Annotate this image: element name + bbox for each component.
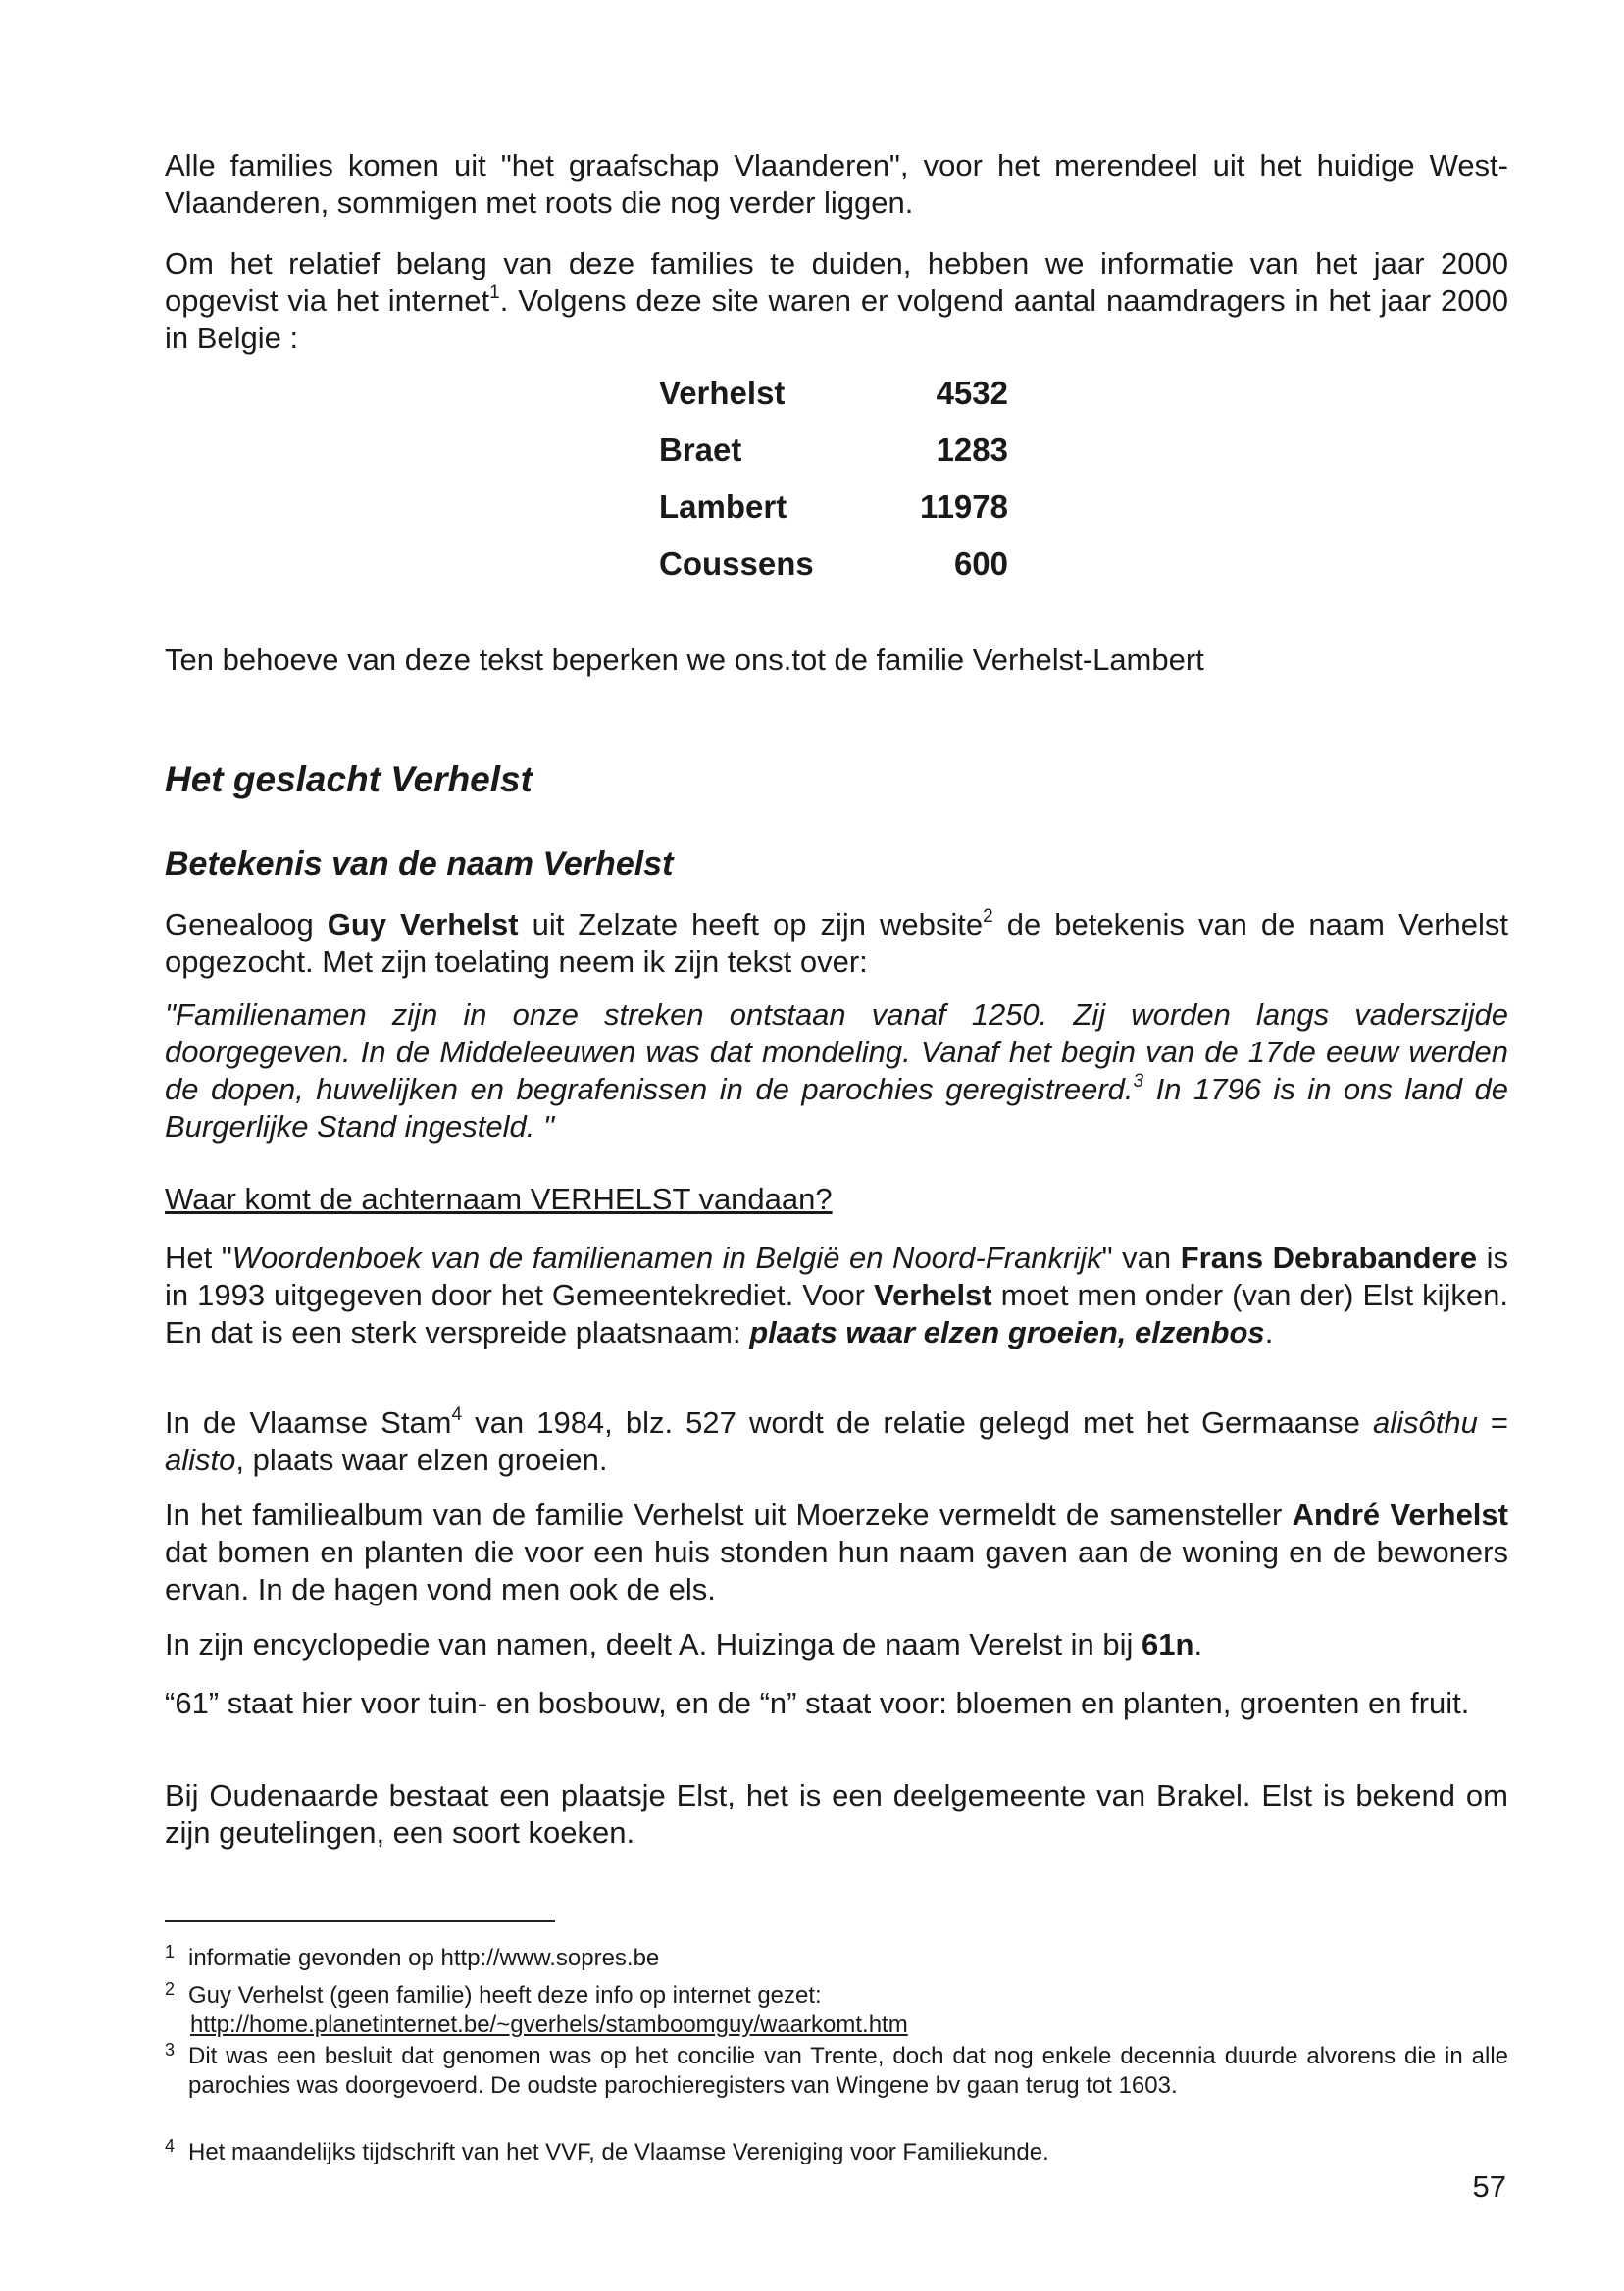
name-count-row (659, 422, 1008, 479)
genealoog-paragraph: Genealoog Guy Verhelst uit Zelzate heeft op zijn website$^2$ de betekenis van de naam Verhelst opgezocht. Met zijn toelating neem ik zijn tekst over: (165, 905, 1508, 979)
surname-cell: Verhelst (659, 375, 786, 411)
footnote-ref-2: 2 (983, 905, 993, 927)
subsection-heading: Betekenis van de naam Verhelst (165, 845, 674, 883)
elst-paragraph: Bij Oudenaarde bestaat een plaatsje Elst, het is een deelgemeente van Brakel. Elst is bekend om zijn geutelingen, een soort koeken. (165, 1778, 1508, 1850)
vlaamse-stam-paragraph: In de Vlaamse Stam$^4$ van 1984, blz. 527 wordt de relatie gelegd met het Germaanse alisôthu = alisto, plaats waar elzen groeien. (165, 1403, 1509, 1477)
section-heading: Het geslacht Verhelst (165, 759, 533, 799)
name-count-table (659, 365, 1008, 592)
surname-cell: Lambert (659, 488, 787, 525)
count-cell: 4532 (936, 375, 1008, 411)
footnote-3: 3 Dit was een besluit dat genomen was op het concilie van Trente, doch dat nog enkele decennia duurde alvorens die in alle parochies was doorgevoerd. De oudste parochieregisters van Wingene bv gaan terug tot 1603. (165, 2040, 1508, 2099)
footnote-2-link[interactable]: http://home.planetinternet.be/~gverhels/stamboomguy/waarkomt.htm (190, 2011, 908, 2038)
count-cell: 1283 (936, 432, 1008, 468)
quote-paragraph: "Familienamen zijn in onze streken ontstaan vanaf 1250. Zij worden langs vaderszijde doorgegeven. In de Middeleeuwen was dat mondeling. Vanaf het begin van de 17de eeuw werden de dopen, huwelijken en begrafenissen in de parochies geregistreerd.$^3$ In 1796 is in ons land de Burgerlijke Stand ingesteld. " (165, 997, 1508, 1144)
footnote-divider (165, 1920, 555, 1922)
page-number: 57 (1472, 2169, 1506, 2204)
count-cell: 600 (953, 545, 1008, 582)
question-heading: Waar komt de achternaam VERHELST vandaan? (165, 1182, 833, 1216)
name-count-row (659, 535, 1008, 592)
huizinga-paragraph: In zijn encyclopedie van namen, deelt A. Huizinga de naam Verelst in bij 61n. (165, 1627, 1203, 1661)
intro-internet-paragraph: Om het relatief belang van deze families te duiden, hebben we informatie van het jaar 2000 opgevist via het internet$^1$. Volgens deze site waren er volgend aantal naamdragers in het jaar 2000 in Belgie : (165, 246, 1508, 355)
footnote-ref-1: 1 (489, 281, 500, 303)
woordenboek-paragraph: Het "Woordenboek van de familienamen in België en Noord-Frankrijk" van Frans Debrabandere is in 1993 uitgegeven door het Gemeentekrediet. Voor Verhelst moet men onder (van der) Elst kijken. En dat is een sterk verspreide plaatsnaam: plaats waar elzen groeien, elzenbos. (165, 1241, 1509, 1349)
familiealbum-paragraph: In het familiealbum van de familie Verhelst uit Moerzeke vermeldt de samensteller André Verhelst dat bomen en planten die voor een huis stonden hun naam gaven aan de woning en de bewoners ervan. In de hagen vond men ook de els. (165, 1498, 1508, 1606)
name-count-row (659, 479, 1008, 535)
surname-cell: Braet (659, 432, 742, 468)
scope-line: Ten behoeve van deze tekst beperken we ons.tot de familie Verhelst-Lambert (165, 642, 1204, 677)
surname-cell: Coussens (659, 545, 814, 582)
footnote-ref-4: 4 (451, 1403, 463, 1425)
footnote-4: 4 Het maandelijks tijdschrift van het VVF, de Vlaamse Vereniging voor Familiekunde. (165, 2136, 1049, 2165)
intro-paragraph: Alle families komen uit "het graafschap Vlaanderen", voor het merendeel uit het huidige West-Vlaanderen, sommigen met roots die nog verder liggen. (165, 148, 1508, 220)
footnote-ref-3: 3 (1133, 1070, 1144, 1092)
count-cell: 11978 (920, 488, 1008, 525)
name-count-row (659, 365, 1008, 422)
footnote-1: 1 informatie gevonden op http://www.sopres.be (165, 1942, 660, 1971)
code-61-paragraph: “61” staat hier voor tuin- en bosbouw, en de “n” staat voor: bloemen en planten, groenten en fruit. (165, 1686, 1470, 1720)
footnote-2: 2 Guy Verhelst (geen familie) heeft deze info op internet gezet: http://home.planetinternet.be/~gverhels/stamboomguy/waarkomt.htm (165, 1979, 908, 2038)
